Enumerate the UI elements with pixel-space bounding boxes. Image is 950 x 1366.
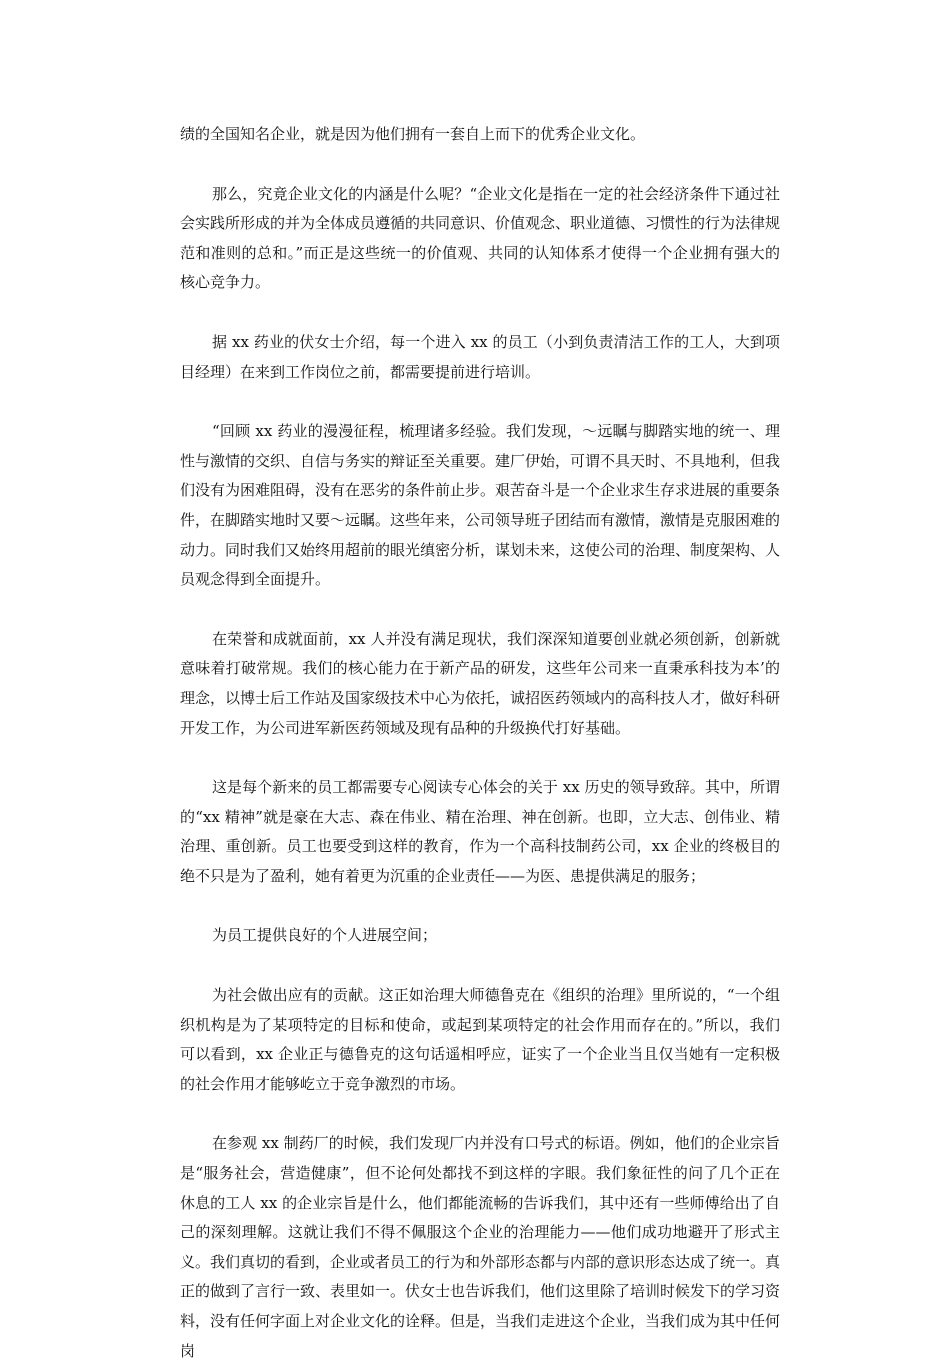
paragraph-6: 这是每个新来的员工都需要专心阅读专心体会的关于 xx 历史的领导致辞。其中，所谓的“xx 精神”就是豪在大志、森在伟业、精在治理、神在创新。也即，立大志、创伟业、精治理、重创新。员工也要受到这样的教育，作为一个高科技制药公司，xx 企业的终极目的绝不只是为了盈利，她有着更为沉重的企业责任——为医、患提供满足的服务； xyxy=(180,778,780,885)
paragraph-2: 那么，究竟企业文化的内涵是什么呢？“企业文化是指在一定的社会经济条件下通过社会实践所形成的并为全体成员遵循的共同意识、价值观念、职业道德、习惯性的行为法律规范和准则的总和。”而正是这些统一的价值观、共同的认知体系才使得一个企业拥有强大的核心竞争力。 xyxy=(180,184,781,292)
paragraph-gap xyxy=(180,298,780,328)
paragraph-gap xyxy=(180,891,780,921)
paragraph-gap xyxy=(180,150,780,180)
document-body xyxy=(180,120,780,1366)
paragraph-gap xyxy=(180,387,780,417)
paragraph-gap xyxy=(180,595,780,625)
paragraph-gap xyxy=(180,951,780,981)
paragraph-gap xyxy=(180,743,780,773)
paragraph-3: 据 xx 药业的伏女士介绍，每一个进入 xx 的员工（小到负责清洁工作的工人，大到项目经理）在来到工作岗位之前，都需要提前进行培训。 xyxy=(180,332,780,381)
paragraph-7: 为员工提供良好的个人进展空间； xyxy=(212,926,438,945)
paragraph-8: 为社会做出应有的贡献。这正如治理大师德鲁克在《组织的治理》里所说的，“一个组织机构是为了某项特定的目标和使命，或起到某项特定的社会作用而存在的。”所以，我们可以看到，xx 企业正与德鲁克的这句话遥相呼应，证实了一个企业当且仅当她有一定积极的社会作用才能够屹立于竞争激烈的市场。 xyxy=(180,986,780,1093)
paragraph-4: “回顾 xx 药业的漫漫征程，梳理诸多经验。我们发现，～远瞩与脚踏实地的统一、理性与激情的交织、自信与务实的辩证至关重要。建厂伊始，可谓不具天时、不具地利，但我们没有为困难阻碍，没有在恶劣的条件前止步。艰苦奋斗是一个企业求生存求进展的重要条件，在脚踏实地时又要～远瞩。这些年来，公司领导班子团结而有激情，激情是克服困难的动力。同时我们又始终用超前的眼光缜密分析，谋划未来，这使公司的治理、制度架构、人员观念得到全面提升。 xyxy=(180,422,781,589)
paragraph-9: 在参观 xx 制药厂的时候，我们发现厂内并没有口号式的标语。例如，他们的企业宗旨是“服务社会，营造健康”，但不论何处都找不到这样的字眼。我们象征性的问了几个正在休息的工人 xx 的企业宗旨是什么，他们都能流畅的告诉我们，其中还有一些师傅给出了自己的深刻理解。这就让我们不得不佩服这个企业的治理能力——他们成功地避开了形式主义。我们真切的看到，企业或者员工的行为和外部形态都与内部的意识形态达成了统一。真正的做到了言行一致、表里如一。伏女士也告诉我们，他们这里除了培训时候发下的学习资料，没有任何字面上对企业文化的诠释。但是，当我们走进这个企业，当我们成为其中任何岗 xyxy=(180,1134,781,1360)
paragraph-5: 在荣誉和成就面前，xx 人并没有满足现状，我们深深知道要创业就必须创新，创新就意味着打破常规。我们的核心能力在于新产品的研发，这些年公司来一直秉承科技为本’的理念，以博士后工作站及国家级技术中心为依托，诚招医药领域内的高科技人才，做好科研开发工作，为公司进军新医药领域及现有品种的升级换代打好基础。 xyxy=(180,629,781,737)
paragraph-gap xyxy=(180,1099,780,1129)
paragraph-1: 绩的全国知名企业，就是因为他们拥有一套自上而下的优秀企业文化。 xyxy=(180,125,646,143)
